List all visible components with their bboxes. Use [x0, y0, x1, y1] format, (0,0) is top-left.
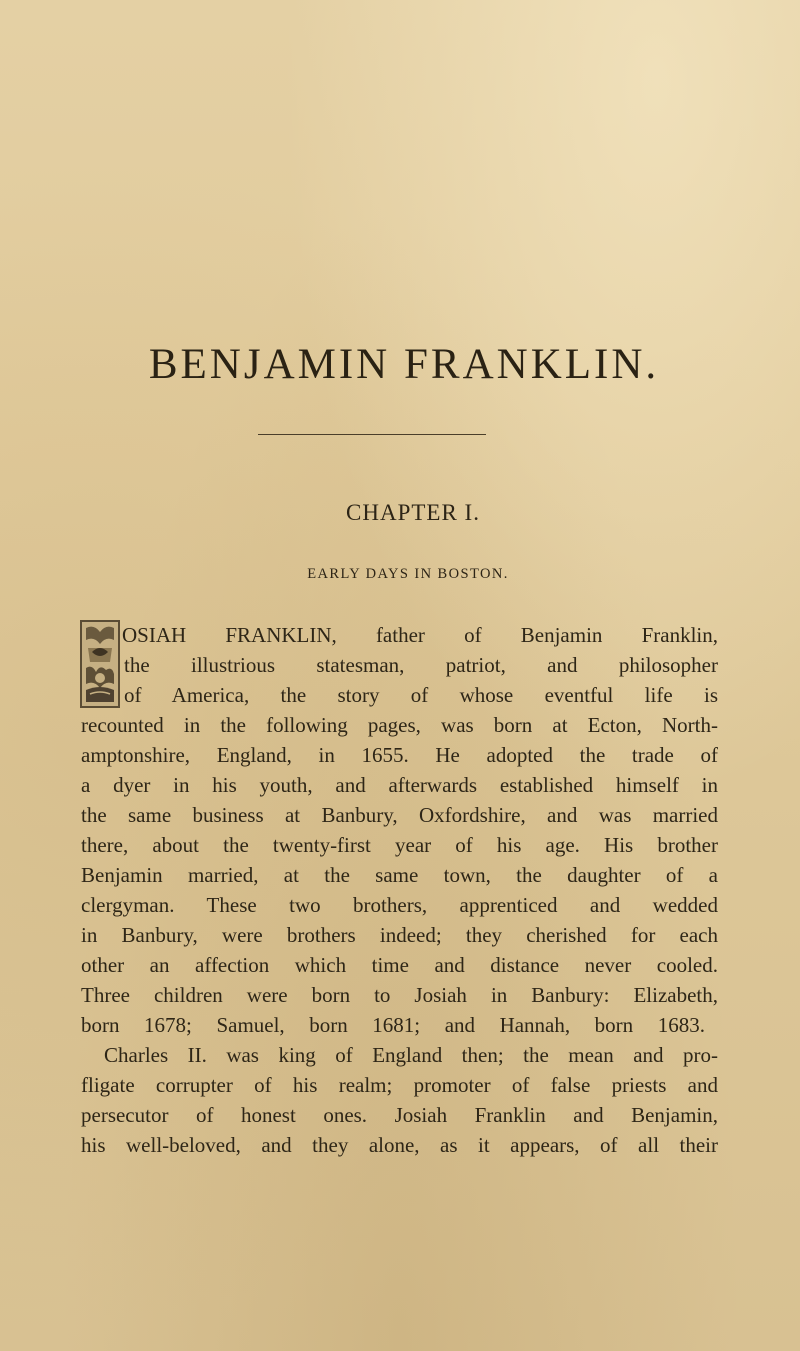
body-line-12: other an affection which time and distance never cooled. — [81, 953, 718, 977]
ornamental-drop-cap-icon — [80, 620, 120, 708]
body-line-6: a dyer in his youth, and afterwards established himself in — [81, 773, 718, 797]
body-line-9: Benjamin married, at the same town, the daughter of a — [81, 863, 718, 887]
body-line-15: Charles II. was king of England then; the mean and pro- — [104, 1043, 718, 1067]
body-line-16: fligate corrupter of his realm; promoter of false priests and — [81, 1073, 718, 1097]
book-title: BENJAMIN FRANKLIN. — [148, 341, 660, 388]
body-line-13: Three children were born to Josiah in Banbury: Elizabeth, — [81, 983, 718, 1007]
body-line-11: in Banbury, were brothers indeed; they cherished for each — [81, 923, 718, 947]
body-line-2: the illustrious statesman, patriot, and philosopher — [124, 653, 718, 677]
body-line-14: born 1678; Samuel, born 1681; and Hannah, born 1683. — [81, 1013, 705, 1037]
body-line-18: his well-beloved, and they alone, as it appears, of all their — [81, 1133, 718, 1157]
body-line-17: persecutor of honest ones. Josiah Franklin and Benjamin, — [81, 1103, 718, 1127]
body-line-10: clergyman. These two brothers, apprenticed and wedded — [81, 893, 718, 917]
body-line-7: the same business at Banbury, Oxfordshire, and was married — [81, 803, 718, 827]
body-line-3: of America, the story of whose eventful life is — [124, 683, 718, 707]
title-divider — [258, 434, 486, 435]
chapter-subtitle: EARLY DAYS IN BOSTON. — [307, 566, 509, 582]
body-line-8: there, about the twenty-first year of his age. His brother — [81, 833, 718, 857]
body-line-5: amptonshire, England, in 1655. He adopted the trade of — [81, 743, 718, 767]
body-line-1: OSIAH FRANKLIN, father of Benjamin Franklin, — [122, 623, 718, 647]
chapter-heading: CHAPTER I. — [346, 500, 480, 525]
body-line-4: recounted in the following pages, was born at Ecton, North- — [81, 713, 718, 737]
